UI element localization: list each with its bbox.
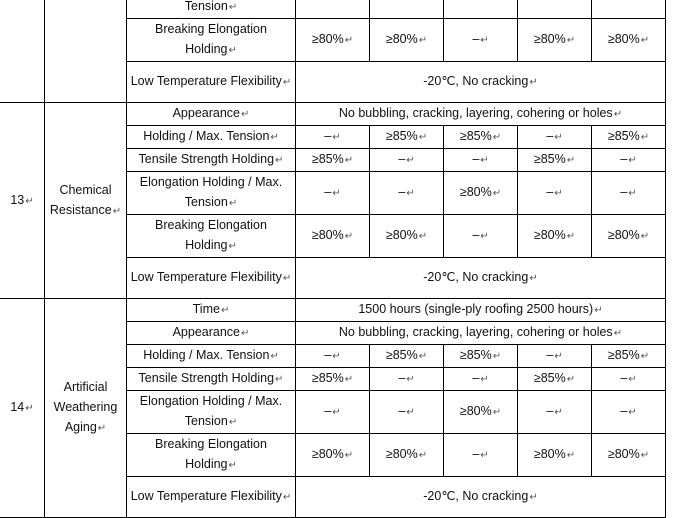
requirement-label-cell: Elongation Holding / Max. Tension↵	[127, 391, 296, 434]
paragraph-mark-icon: ↵	[529, 492, 538, 503]
value-cell: –↵	[444, 149, 518, 172]
value-cell	[370, 0, 444, 19]
paragraph-mark-icon: ↵	[418, 132, 428, 143]
value-cell: ≥85%↵	[518, 149, 592, 172]
paragraph-mark-icon: ↵	[613, 109, 623, 120]
value-cell: ≥85%↵	[370, 345, 444, 368]
paragraph-mark-icon: ↵	[480, 374, 489, 385]
value-cell: ≥85%↵	[444, 126, 518, 149]
value-cell: –↵	[444, 19, 518, 62]
value-cell: –↵	[444, 215, 518, 258]
value-cell: –↵	[370, 391, 444, 434]
paragraph-mark-icon: ↵	[332, 407, 341, 418]
paragraph-mark-icon: ↵	[344, 155, 354, 166]
value-cell: ≥85%↵	[296, 368, 370, 391]
paragraph-mark-icon: ↵	[275, 155, 284, 166]
value-cell: ≥80%↵	[370, 215, 444, 258]
value-cell	[296, 0, 370, 19]
paragraph-mark-icon: ↵	[418, 450, 428, 461]
value-cell: –↵	[592, 149, 666, 172]
paragraph-mark-icon: ↵	[418, 351, 428, 362]
value-cell: –↵	[592, 368, 666, 391]
paragraph-mark-icon: ↵	[640, 35, 650, 46]
value-cell: –↵	[518, 172, 592, 215]
requirement-label-cell: Time↵	[127, 299, 296, 322]
paragraph-mark-icon: ↵	[332, 132, 341, 143]
paragraph-mark-icon: ↵	[566, 450, 576, 461]
value-cell: ≥85%↵	[370, 126, 444, 149]
value-cell: –↵	[592, 172, 666, 215]
spanning-value-cell: No bubbling, cracking, layering, cohering or holes↵	[296, 322, 666, 345]
paragraph-mark-icon: ↵	[406, 407, 415, 418]
value-cell: ≥80%↵	[592, 19, 666, 62]
paragraph-mark-icon: ↵	[282, 77, 292, 88]
paragraph-mark-icon: ↵	[228, 45, 237, 56]
value-cell: –↵	[370, 368, 444, 391]
paragraph-mark-icon: ↵	[344, 231, 354, 242]
paragraph-mark-icon: ↵	[566, 374, 576, 385]
value-cell: –↵	[518, 391, 592, 434]
value-cell: ≥85%↵	[296, 149, 370, 172]
requirement-label-cell: Appearance↵	[127, 103, 296, 126]
paragraph-mark-icon: ↵	[594, 305, 603, 316]
value-cell: ≥85%↵	[592, 126, 666, 149]
paragraph-mark-icon: ↵	[628, 188, 637, 199]
item-number-cell: 14↵	[0, 299, 45, 518]
requirement-label-cell: Tension↵	[127, 0, 296, 19]
paragraph-mark-icon: ↵	[492, 351, 502, 362]
paragraph-mark-icon: ↵	[554, 351, 563, 362]
value-cell: ≥80%↵	[296, 215, 370, 258]
paragraph-mark-icon: ↵	[406, 155, 415, 166]
value-cell: ≥80%↵	[296, 434, 370, 477]
value-cell: –↵	[296, 345, 370, 368]
table-row	[0, 103, 666, 126]
spanning-value-cell: 1500 hours (single-ply roofing 2500 hours)↵	[296, 299, 666, 322]
value-cell	[592, 0, 666, 19]
paragraph-mark-icon: ↵	[554, 132, 563, 143]
paragraph-mark-icon: ↵	[228, 2, 238, 13]
paragraph-mark-icon: ↵	[640, 231, 650, 242]
paragraph-mark-icon: ↵	[628, 374, 637, 385]
paragraph-mark-icon: ↵	[332, 351, 341, 362]
paragraph-mark-icon: ↵	[554, 407, 563, 418]
item-number-cell	[0, 0, 45, 103]
table-row	[0, 299, 666, 322]
paragraph-mark-icon: ↵	[332, 188, 341, 199]
requirement-label-cell: Appearance↵	[127, 322, 296, 345]
value-cell: –↵	[592, 391, 666, 434]
requirement-label-cell: Holding / Max. Tension↵	[127, 126, 296, 149]
paragraph-mark-icon: ↵	[25, 195, 34, 207]
paragraph-mark-icon: ↵	[270, 132, 279, 143]
test-item-cell: Artificial Weathering Aging↵	[45, 299, 127, 518]
paragraph-mark-icon: ↵	[282, 492, 292, 503]
spanning-value-cell: -20℃, No cracking↵	[296, 62, 666, 103]
paragraph-mark-icon: ↵	[566, 231, 576, 242]
requirement-label-cell: Tensile Strength Holding↵	[127, 149, 296, 172]
paragraph-mark-icon: ↵	[344, 374, 354, 385]
value-cell: ≥85%↵	[444, 345, 518, 368]
spanning-value-cell: -20℃, No cracking↵	[296, 477, 666, 518]
paragraph-mark-icon: ↵	[492, 407, 502, 418]
paragraph-mark-icon: ↵	[418, 35, 428, 46]
value-cell: ≥80%↵	[444, 172, 518, 215]
value-cell: ≥80%↵	[370, 19, 444, 62]
value-cell	[518, 0, 592, 19]
paragraph-mark-icon: ↵	[112, 205, 122, 217]
value-cell: –↵	[518, 126, 592, 149]
paragraph-mark-icon: ↵	[241, 328, 250, 339]
paragraph-mark-icon: ↵	[566, 35, 576, 46]
value-cell: –↵	[370, 172, 444, 215]
value-cell: ≥80%↵	[592, 434, 666, 477]
paragraph-mark-icon: ↵	[282, 273, 292, 284]
paragraph-mark-icon: ↵	[418, 231, 428, 242]
paragraph-mark-icon: ↵	[480, 450, 489, 461]
item-number-cell: 13↵	[0, 103, 45, 299]
value-cell: –↵	[444, 368, 518, 391]
requirement-label-cell: Low Temperature Flexibility↵	[127, 477, 296, 518]
value-cell: ≥80%↵	[518, 215, 592, 258]
paragraph-mark-icon: ↵	[480, 35, 489, 46]
spanning-value-cell: No bubbling, cracking, layering, cohering or holes↵	[296, 103, 666, 126]
value-cell: ≥80%↵	[444, 391, 518, 434]
paragraph-mark-icon: ↵	[529, 77, 538, 88]
paragraph-mark-icon: ↵	[25, 403, 34, 414]
paragraph-mark-icon: ↵	[228, 241, 237, 252]
paragraph-mark-icon: ↵	[480, 231, 489, 242]
paragraph-mark-icon: ↵	[344, 35, 354, 46]
paragraph-mark-icon: ↵	[480, 155, 489, 166]
paragraph-mark-icon: ↵	[97, 423, 107, 434]
requirement-label-cell: Breaking Elongation Holding↵	[127, 434, 296, 477]
paragraph-mark-icon: ↵	[529, 273, 538, 284]
paragraph-mark-icon: ↵	[613, 328, 623, 339]
paragraph-mark-icon: ↵	[566, 155, 576, 166]
value-cell: –↵	[370, 149, 444, 172]
paragraph-mark-icon: ↵	[640, 132, 650, 143]
paragraph-mark-icon: ↵	[628, 407, 637, 418]
test-item-cell	[45, 0, 127, 103]
paragraph-mark-icon: ↵	[554, 188, 563, 199]
paragraph-mark-icon: ↵	[406, 188, 415, 199]
test-item-cell: Chemical Resistance↵	[45, 103, 127, 299]
requirement-label-cell: Breaking Elongation Holding↵	[127, 215, 296, 258]
paragraph-mark-icon: ↵	[228, 198, 238, 209]
paragraph-mark-icon: ↵	[228, 417, 238, 428]
paragraph-mark-icon: ↵	[492, 132, 502, 143]
requirement-label-cell: Low Temperature Flexibility↵	[127, 62, 296, 103]
value-cell: ≥80%↵	[370, 434, 444, 477]
paragraph-mark-icon: ↵	[628, 155, 637, 166]
paragraph-mark-icon: ↵	[220, 305, 230, 316]
paragraph-mark-icon: ↵	[275, 374, 284, 385]
paragraph-mark-icon: ↵	[241, 109, 250, 120]
value-cell: ≥80%↵	[296, 19, 370, 62]
requirement-label-cell: Breaking Elongation Holding↵	[127, 19, 296, 62]
value-cell: –↵	[296, 126, 370, 149]
value-cell: –↵	[518, 345, 592, 368]
requirement-label-cell: Holding / Max. Tension↵	[127, 345, 296, 368]
value-cell: ≥80%↵	[518, 434, 592, 477]
value-cell: ≥80%↵	[592, 215, 666, 258]
paragraph-mark-icon: ↵	[406, 374, 415, 385]
value-cell	[444, 0, 518, 19]
table-row	[0, 0, 666, 19]
value-cell: ≥80%↵	[518, 19, 592, 62]
paragraph-mark-icon: ↵	[228, 460, 237, 471]
paragraph-mark-icon: ↵	[344, 450, 354, 461]
paragraph-mark-icon: ↵	[640, 450, 650, 461]
value-cell: –↵	[444, 434, 518, 477]
spanning-value-cell: -20℃, No cracking↵	[296, 258, 666, 299]
value-cell: –↵	[296, 172, 370, 215]
paragraph-mark-icon: ↵	[492, 188, 502, 199]
paragraph-mark-icon: ↵	[640, 351, 650, 362]
requirement-label-cell: Elongation Holding / Max. Tension↵	[127, 172, 296, 215]
paragraph-mark-icon: ↵	[270, 351, 279, 362]
requirement-label-cell: Tensile Strength Holding↵	[127, 368, 296, 391]
value-cell: ≥85%↵	[592, 345, 666, 368]
value-cell: ≥85%↵	[518, 368, 592, 391]
value-cell: –↵	[296, 391, 370, 434]
requirement-label-cell: Low Temperature Flexibility↵	[127, 258, 296, 299]
